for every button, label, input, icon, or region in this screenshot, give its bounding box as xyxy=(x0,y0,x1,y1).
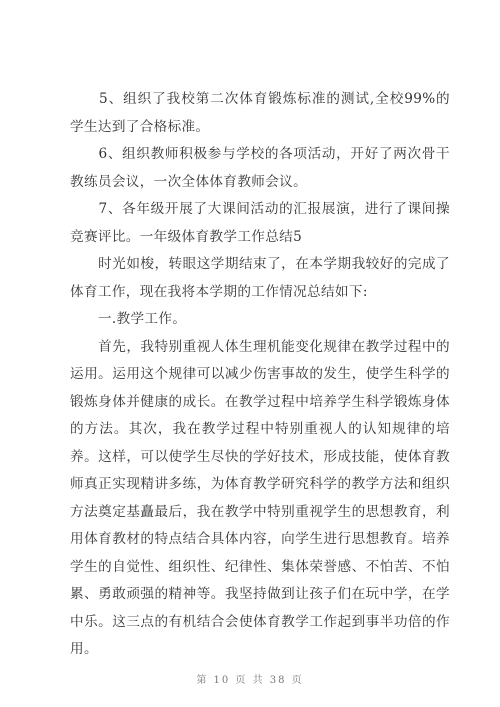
paragraph-teaching-body: 首先，我特别重视人体生理机能变化规律在教学过程中的运用。运用这个规律可以减少伤害事故的发生，使学生科学的锻炼身体并健康的成长。在教学过程中培养学生科学锻炼身体的方法。其次，我在教学过程中特别重视人的认知规律的培养。这样，可以使学生尽快的学好技术，形成技能，使体育教师真正实现精讲多练，为体育教学研究科学的教学方法和组织方法奠定基矗最后，我在教学中特别重视学生的思想教育，利用体育教材的特点结合具体内容，向学生进行思想教育。培养学生的自觉性、组织性、纪律性、集体荣誉感、不怕苦、不怕累、勇敢顽强的精神等。我坚持做到让孩子们在玩中学，在学中乐。这三点的有机结合会使体育教学工作起到事半功倍的作用。 xyxy=(70,338,450,657)
paragraph-item-7: 7、各年级开展了大课间活动的汇报展演，进行了课间操竞赛评比。一年级体育教学工作总结5 xyxy=(70,201,450,245)
paragraph-intro: 时光如梭，转眼这学期结束了，在本学期我较好的完成了体育工作，现在我将本学期的工作情况总结如下: xyxy=(70,256,450,300)
paragraph-item-6: 6、组织教师积极参与学校的各项活动，开好了两次骨干教练员会议，一次全体体育教师会议。 xyxy=(70,146,450,190)
section-heading-teaching: 一.教学工作。 xyxy=(70,311,187,327)
document-body xyxy=(70,86,455,664)
page-number-footer: 第 10 页 共 38 页 xyxy=(196,675,304,686)
paragraph-item-5: 5、组织了我校第二次体育锻炼标准的测试,全校99%的 学生达到了合格标准。 xyxy=(70,91,455,135)
